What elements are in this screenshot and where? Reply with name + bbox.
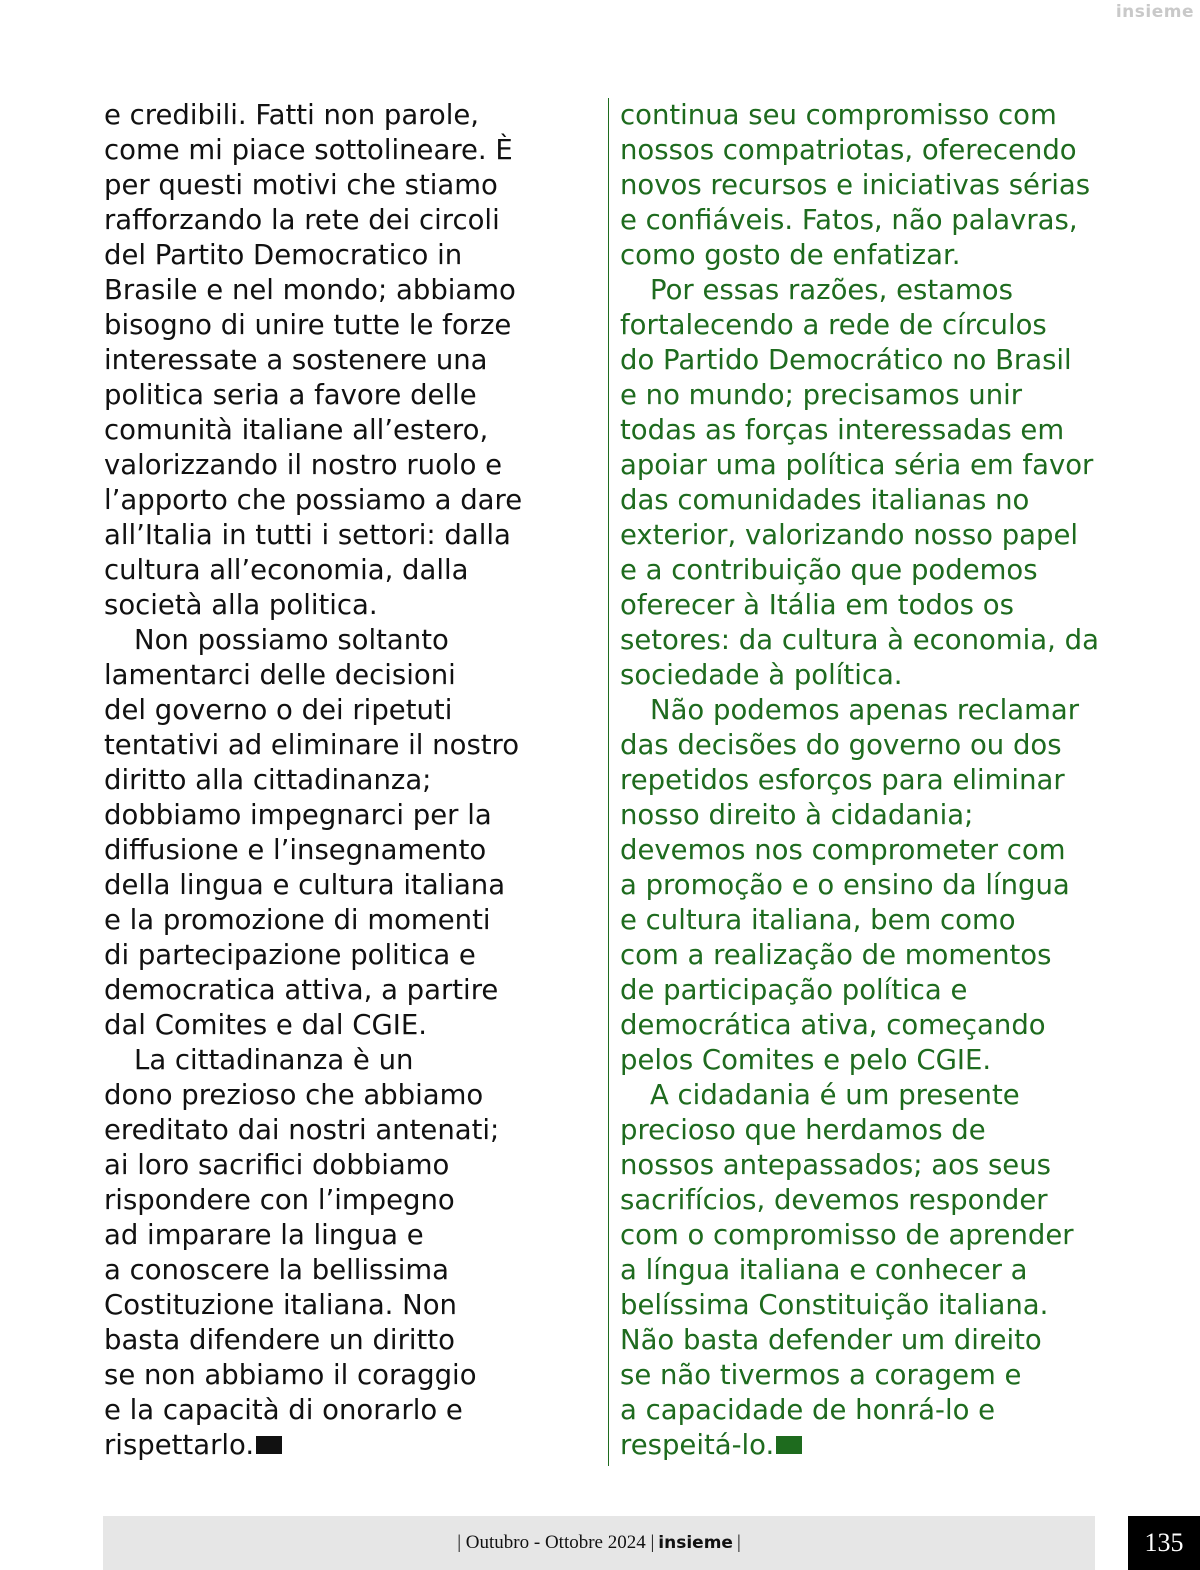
footer-date: | Outubro - Ottobre 2024 |	[457, 1532, 655, 1553]
footer-brand-logo: insieme	[658, 1533, 733, 1553]
italian-paragraph-3	[104, 1043, 574, 1463]
italian-column	[104, 98, 574, 1463]
header-brand-logo: insieme	[1115, 2, 1194, 22]
portuguese-paragraph-1: continua seu compromisso com nossos compatriotas, oferecendo novos recursos e iniciativas sérias e confiáveis. Fatos, não palavras, como gosto de enfatizar.	[620, 99, 1091, 271]
portuguese-paragraph-3: Não podemos apenas reclamar das decisões do governo ou dos repetidos esforços para eliminar nosso direito à cidadania; devemos nos comprometer com a promoção e o ensino da língua e cultura italiana, bem como com a realização de momentos de participação política e democrática ativa, começando pelos Comites e pelo CGIE.	[620, 694, 1080, 1076]
portuguese-paragraph-2: Por essas razões, estamos fortalecendo a rede de círculos do Partido Democrático no Brasil e no mundo; precisamos unir todas as forças interessadas em apoiar uma política séria em favor das comunidades italianas no exterior, valorizando nosso papel e a contribuição que podemos oferecer à Itália em todos os setores: da cultura à economia, da sociedade à política.	[620, 274, 1099, 691]
end-of-article-mark	[256, 1436, 282, 1454]
portuguese-paragraph-4-text: A cidadania é um presente precioso que herdamos de nossos antepassados; aos seus sacrifícios, devemos responder com o compromisso de aprender a língua italiana e conhecer a belíssima Constituição italiana. Não basta defender um direito se não tivermos a coragem e a capacidade de honrá-lo e respeitá-lo.	[620, 1079, 1074, 1461]
italian-paragraph-3-text: La cittadinanza è un dono prezioso che abbiamo ereditato dai nostri antenati; ai loro sacrifici dobbiamo rispondere con l’impegno ad imparare la lingua e a conoscere la bellissima Costituzione italiana. Non basta difendere un diritto se non abbiamo il coraggio e la capacità di onorarlo e rispettarlo.	[104, 1044, 500, 1461]
footer-bar	[103, 1516, 1095, 1570]
end-of-article-mark	[776, 1436, 802, 1454]
italian-paragraph-2: Non possiamo soltanto lamentarci delle decisioni del governo o dei ripetuti tentativi ad eliminare il nostro diritto alla cittadinanza; dobbiamo impegnarci per la diffusione e l’insegnamento della lingua e cultura italiana e la promozione di momenti di partecipazione politica e democratica attiva, a partire dal Comites e dal CGIE.	[104, 624, 520, 1041]
portuguese-paragraph-4	[620, 1078, 1110, 1463]
portuguese-column	[620, 98, 1110, 1463]
footer-separator: |	[736, 1532, 741, 1553]
page-number: 135	[1128, 1516, 1200, 1570]
column-divider	[608, 98, 609, 1466]
italian-paragraph-1: e credibili. Fatti non parole, come mi piace sottolineare. È per questi motivi che stiamo rafforzando la rete dei circoli del Partito Democratico in Brasile e nel mondo; abbiamo bisogno di unire tutte le forze interessate a sostenere una politica seria a favore delle comunità italiane all’estero, valorizzando il nostro ruolo e l’apporto che possiamo a dare all’Italia in tutti i settori: dalla cultura all’economia, dalla società alla politica.	[104, 99, 523, 621]
